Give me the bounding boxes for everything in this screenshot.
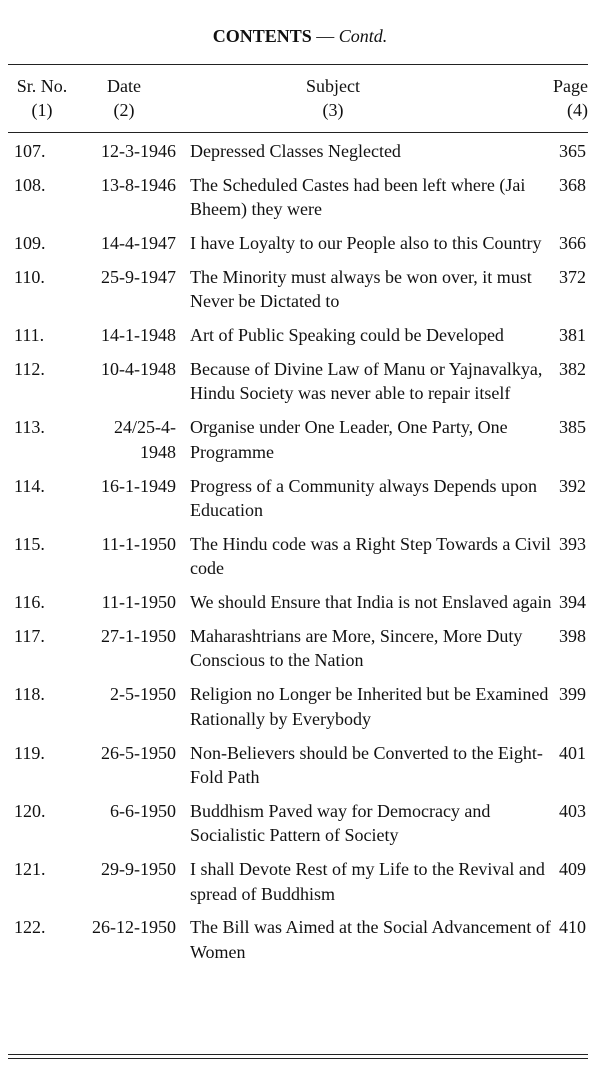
row-number: 109. xyxy=(14,233,46,254)
table-row xyxy=(0,532,600,581)
row-number: 111. xyxy=(14,325,45,346)
table-row xyxy=(0,173,600,222)
row-page: 381 xyxy=(559,325,586,346)
row-subject: Because of Divine Law of Manu or Yajnavalkya, Hindu Society was never able to repair itself xyxy=(190,358,543,404)
row-number: 116. xyxy=(14,592,45,613)
row-date: 11-1-1950 xyxy=(101,533,176,554)
row-number: 118. xyxy=(14,684,45,705)
table-row xyxy=(0,590,600,615)
row-number: 108. xyxy=(14,174,46,195)
row-number: 119. xyxy=(14,742,45,763)
row-date: 2-5-1950 xyxy=(110,684,176,705)
row-page: 366 xyxy=(559,233,586,254)
table-row xyxy=(0,323,600,348)
row-page: 382 xyxy=(559,358,586,379)
row-number: 122. xyxy=(14,917,46,938)
row-date: 24/25-4-1948 xyxy=(114,417,176,462)
row-number: 112. xyxy=(14,358,45,379)
row-date: 25-9-1947 xyxy=(101,266,176,287)
table-row xyxy=(0,415,600,464)
row-subject: I have Loyalty to our People also to this Country xyxy=(190,233,542,254)
row-page: 385 xyxy=(559,417,586,438)
row-number: 113. xyxy=(14,417,45,438)
table-row xyxy=(0,682,600,731)
table-row xyxy=(0,857,600,906)
header-subject: Subject (3) xyxy=(306,76,360,120)
table-header xyxy=(0,74,600,130)
footer-rule xyxy=(8,1054,588,1055)
row-page: 410 xyxy=(559,917,586,938)
row-page: 394 xyxy=(559,592,586,613)
header-date: Date (2) xyxy=(107,76,141,120)
row-subject: The Scheduled Castes had been left where (Jai Bheem) they were xyxy=(190,174,526,220)
row-subject: I shall Devote Rest of my Life to the Revival and spread of Buddhism xyxy=(190,859,545,904)
row-date: 14-4-1947 xyxy=(101,233,176,254)
table-row xyxy=(0,624,600,673)
row-subject: Maharashtrians are More, Sincere, More Duty Conscious to the Nation xyxy=(190,625,523,671)
row-date: 14-1-1948 xyxy=(101,325,176,346)
row-date: 12-3-1946 xyxy=(101,141,176,161)
header-sr-no: Sr. No. (1) xyxy=(16,76,68,120)
row-page: 409 xyxy=(559,859,586,880)
row-page: 399 xyxy=(559,684,586,705)
row-subject: Organise under One Leader, One Party, One Programme xyxy=(190,417,508,462)
row-subject: We should Ensure that India is not Enslaved again xyxy=(190,592,552,613)
table-row xyxy=(0,265,600,314)
header-bottom-rule xyxy=(8,132,588,133)
row-number: 121. xyxy=(14,859,46,880)
header-page: Page (4) xyxy=(553,76,588,120)
row-page: 398 xyxy=(559,625,586,646)
row-subject: Buddhism Paved way for Democracy and Socialistic Pattern of Society xyxy=(190,800,491,846)
row-page: 392 xyxy=(559,475,586,496)
table-row xyxy=(0,799,600,848)
table-row xyxy=(0,915,600,964)
row-subject: Non-Believers should be Converted to the Eight-Fold Path xyxy=(190,742,543,788)
row-subject: Art of Public Speaking could be Developed xyxy=(190,325,504,346)
row-page: 401 xyxy=(559,742,586,763)
row-page: 393 xyxy=(559,533,586,554)
row-date: 26-12-1950 xyxy=(92,917,176,938)
row-subject: The Hindu code was a Right Step Towards a Civil code xyxy=(190,533,551,579)
row-subject: Religion no Longer be Inherited but be Examined Rationally by Everybody xyxy=(190,684,549,729)
row-subject: The Minority must always be won over, it must Never be Dictated to xyxy=(190,266,532,312)
table-row xyxy=(0,474,600,523)
row-number: 115. xyxy=(14,533,45,554)
row-number: 117. xyxy=(14,625,45,646)
table-row xyxy=(0,741,600,790)
row-subject: Progress of a Community always Depends upon Education xyxy=(190,475,537,521)
footer-rule-thin xyxy=(8,1058,588,1059)
row-number: 120. xyxy=(14,800,46,821)
row-date: 13-8-1946 xyxy=(101,174,176,195)
row-number: 110. xyxy=(14,266,45,287)
row-date: 11-1-1950 xyxy=(101,592,176,613)
row-date: 16-1-1949 xyxy=(101,475,176,496)
row-date: 6-6-1950 xyxy=(110,800,176,821)
row-subject: The Bill was Aimed at the Social Advancement of Women xyxy=(190,917,551,962)
table-row xyxy=(0,231,600,256)
table-row xyxy=(0,139,600,164)
row-page: 403 xyxy=(559,800,586,821)
title-main: CONTENTS xyxy=(212,26,312,46)
row-number: 114. xyxy=(14,475,45,496)
row-date: 29-9-1950 xyxy=(101,859,176,880)
row-date: 27-1-1950 xyxy=(101,625,176,646)
title-dash: — xyxy=(311,26,339,46)
title-contd: Contd. xyxy=(338,26,388,46)
row-date: 26-5-1950 xyxy=(101,742,176,763)
row-page: 372 xyxy=(559,266,586,287)
row-page: 365 xyxy=(559,141,586,161)
row-number: 107. xyxy=(14,141,46,161)
row-subject: Depressed Classes Neglected xyxy=(190,141,401,161)
row-page: 368 xyxy=(559,174,586,195)
page-title xyxy=(0,26,600,47)
header-top-rule xyxy=(8,64,588,65)
row-date: 10-4-1948 xyxy=(101,358,176,379)
contents-table xyxy=(0,139,600,974)
table-row xyxy=(0,357,600,406)
